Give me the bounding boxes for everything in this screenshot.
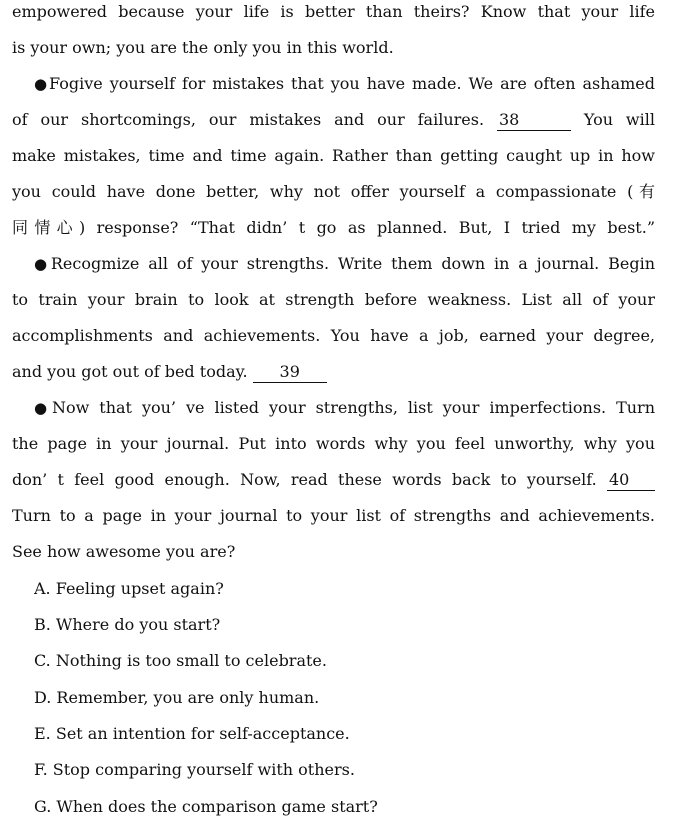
option-g: G. When does the comparison game start? [34,797,378,816]
answer-blank-40[interactable]: 40 [607,470,655,491]
answer-blank-38[interactable]: 38 [497,110,571,131]
option-e: E. Set an intention for self-acceptance. [34,724,350,743]
paragraph-3-line-3 [12,462,655,498]
paragraph-1-text: You will [583,110,655,129]
option-d: D. Remember, you are only human. [34,688,320,707]
option-b: B. Where do you start? [34,615,221,634]
paragraph-2-line-3: accomplishments and achievements. You have a job, earned your degree, [12,326,655,345]
paragraph-2-line-4 [12,354,655,390]
paragraph-2-text: Recogmize all of your strengths. Write them down in a journal. Begin [50,254,655,273]
bullet-icon: ● [34,399,52,417]
paragraph-3-line-1 [34,390,655,426]
paragraph-1-line-1 [34,66,655,102]
paragraph-3-line-2: the page in your journal. Put into words why you feel unworthy, why you [12,434,655,453]
intro-line-1: empowered because your life is better than theirs? Know that your life [12,2,655,21]
option-f: F. Stop comparing yourself with others. [34,760,355,779]
paragraph-1-text: of our shortcomings, our mistakes and our failures. [12,110,485,129]
answer-blank-39[interactable]: 39 [253,362,327,383]
option-a: A. Feeling upset again? [34,579,224,598]
paragraph-2-text: and you got out of bed today. [12,362,248,381]
paragraph-3-text: Now that you’ ve listed your strengths, list your imperfections. Turn [51,398,655,417]
paragraph-1-line-3: make mistakes, time and time again. Rather than getting caught up in how [12,146,655,165]
paragraph-3-text: don’ t feel good enough. Now, read these words back to yourself. [12,470,597,489]
bullet-icon: ● [34,255,51,273]
paragraph-2-line-2: to train your brain to look at strength before weakness. List all of your [12,290,655,309]
bullet-icon: ● [34,75,49,93]
paragraph-1-line-5: 同情心) response? “That didn’ t go as planned. But, I tried my best.” [12,218,655,237]
paragraph-2-line-1 [34,246,655,282]
option-c: C. Nothing is too small to celebrate. [34,651,327,670]
paragraph-1-line-4: you could have done better, why not offer yourself a compassionate (有 [12,182,655,201]
paragraph-3-line-5: See how awesome you are? [12,542,236,561]
paragraph-3-line-4: Turn to a page in your journal to your list of strengths and achievements. [12,506,655,525]
intro-line-2: is your own; you are the only you in this world. [12,38,394,57]
paragraph-1-line-2 [12,102,655,138]
paragraph-1-text: Fogive yourself for mistakes that you have made. We are often ashamed [49,74,655,93]
